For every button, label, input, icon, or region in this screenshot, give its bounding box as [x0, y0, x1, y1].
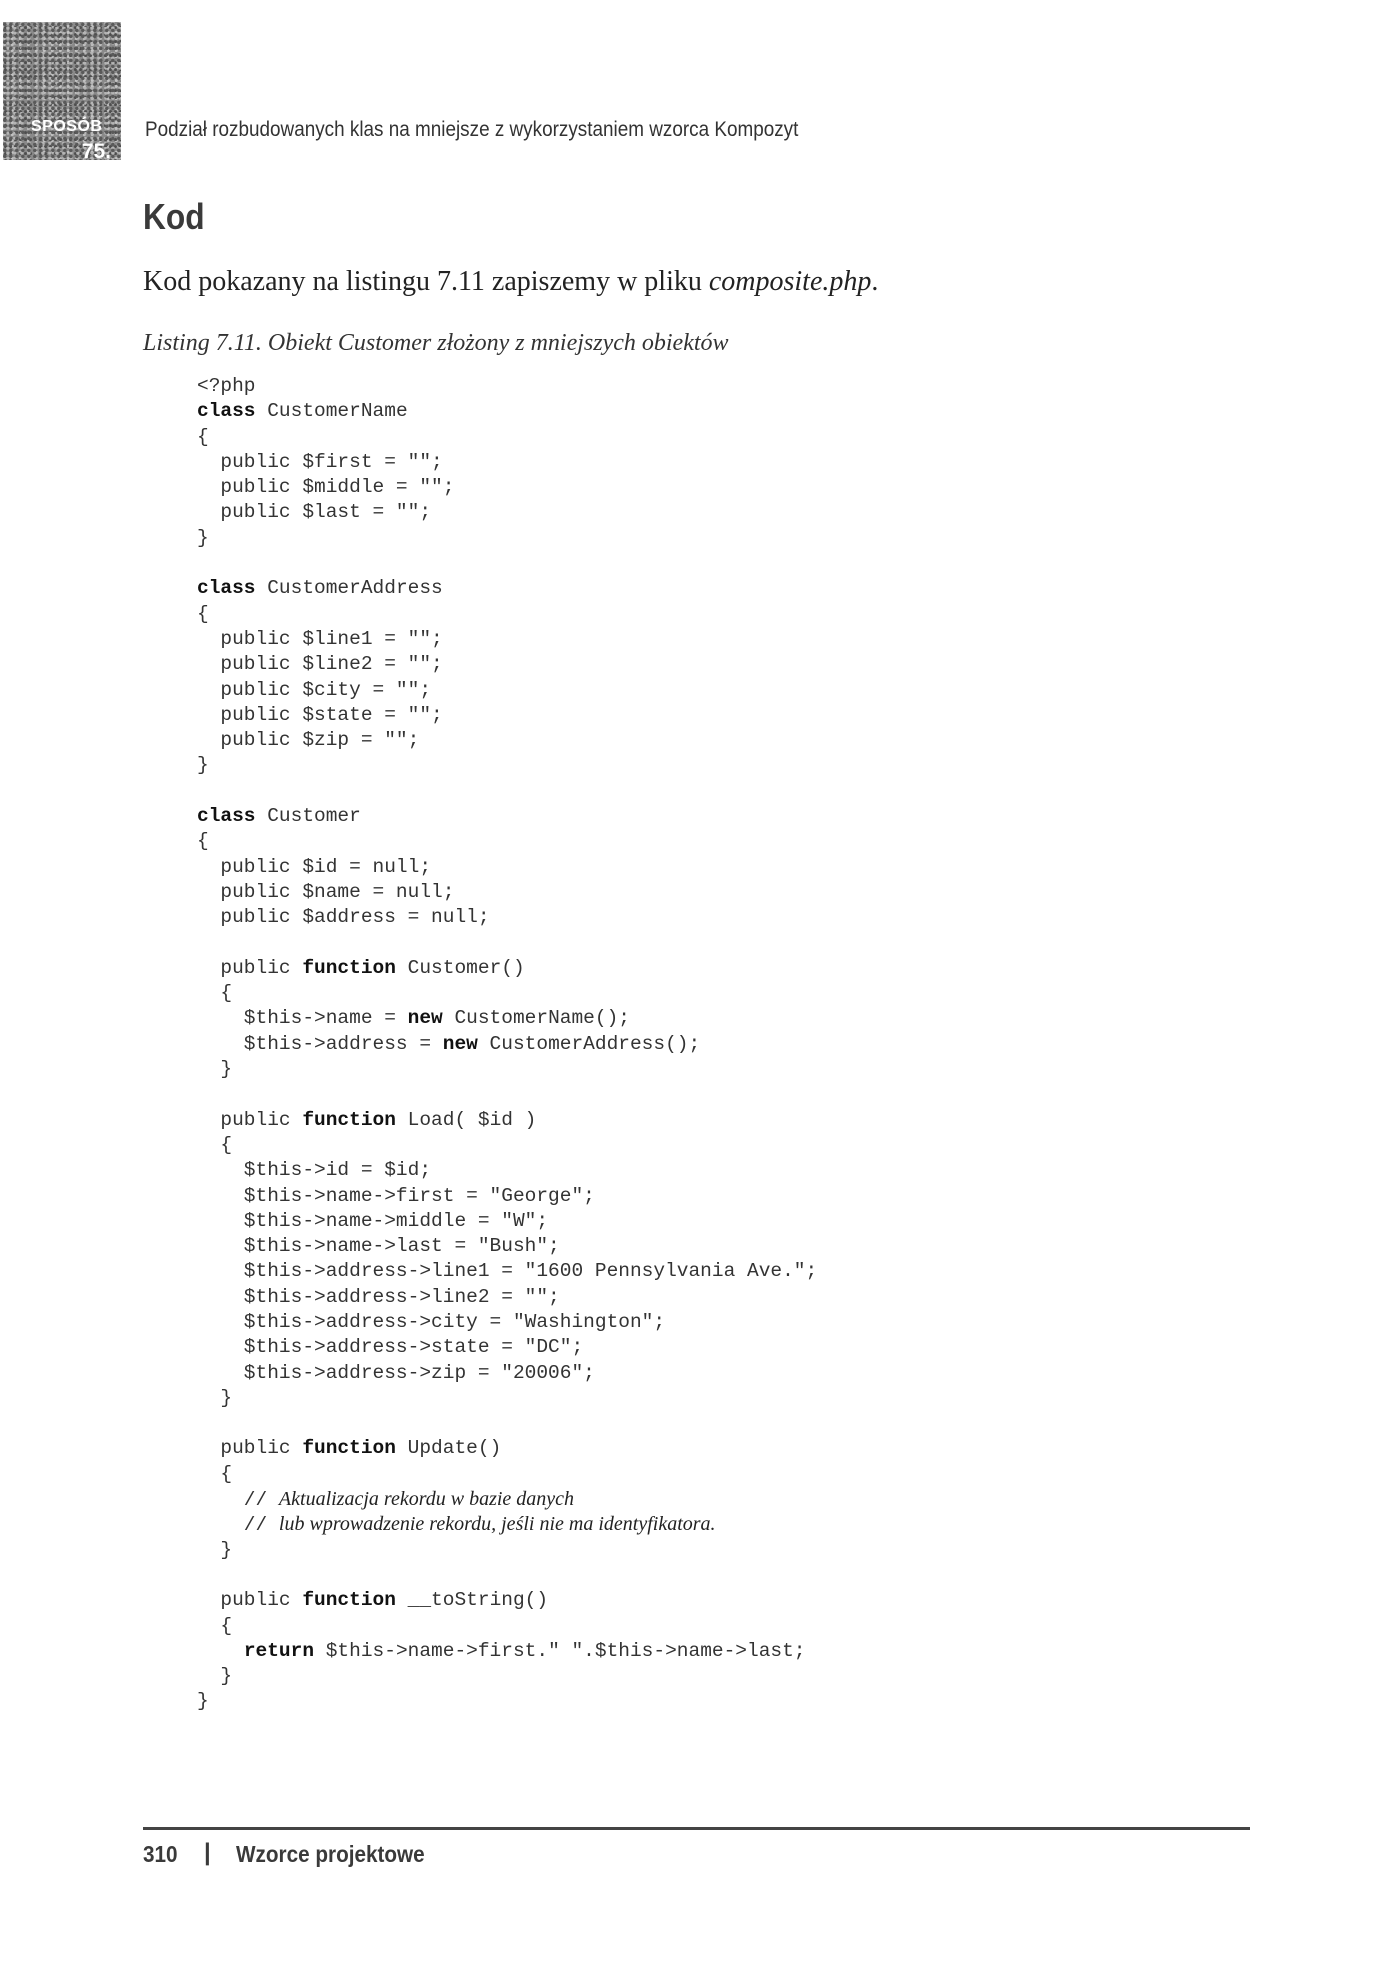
code-line	[197, 652, 817, 677]
book-title: Wzorce projektowe	[236, 1841, 425, 1867]
code-line	[197, 1512, 817, 1537]
code-text: {	[197, 602, 209, 625]
code-line	[197, 1361, 817, 1386]
running-title: Podział rozbudowanych klas na mniejsze z wykorzystaniem wzorca Kompozyt	[145, 118, 799, 141]
code-text: public	[197, 1437, 303, 1460]
code-text: <?php	[197, 375, 256, 397]
code-text: }	[197, 1665, 233, 1688]
code-line	[197, 1335, 817, 1360]
code-line	[197, 399, 817, 424]
code-text: CustomerName	[255, 400, 408, 423]
code-text: }	[197, 1690, 209, 1713]
code-keyword: class	[197, 577, 256, 600]
code-line	[197, 1639, 817, 1664]
code-line	[197, 1411, 817, 1436]
code-line	[197, 576, 817, 601]
code-keyword: new	[407, 1007, 443, 1030]
badge-number: 75.	[81, 140, 111, 163]
code-comment: Aktualizacja rekordu w bazie danych	[278, 1488, 575, 1511]
intro-text: Kod pokazany na listingu 7.11 zapiszemy w pliku	[143, 266, 709, 297]
code-text: $this->address->zip = "20006";	[197, 1361, 595, 1384]
code-text: $this->name =	[197, 1007, 408, 1030]
listing-caption: Listing 7.11. Obiekt Customer złożony z mniejszych obiektów	[143, 330, 729, 356]
code-line	[197, 1386, 817, 1411]
code-line	[197, 1133, 817, 1158]
code-line	[197, 829, 817, 854]
code-keyword: function	[302, 1108, 396, 1131]
code-keyword: function	[302, 1437, 396, 1460]
code-line	[197, 1588, 817, 1613]
code-text: {	[197, 982, 233, 1005]
page-number: 310	[143, 1841, 178, 1867]
code-line	[197, 1082, 817, 1107]
code-line	[197, 425, 817, 450]
code-line	[197, 374, 817, 399]
code-line	[197, 1310, 817, 1335]
code-text: }	[197, 1538, 233, 1561]
code-text: $this->address->line1 = "1600 Pennsylvania Ave.";	[197, 1260, 818, 1283]
code-keyword: function	[302, 956, 396, 979]
code-text: public	[197, 956, 303, 979]
code-text: public $zip = "";	[197, 729, 420, 752]
code-line	[197, 678, 817, 703]
code-text: {	[197, 830, 209, 853]
code-text: $this->name->last = "Bush";	[197, 1235, 560, 1258]
code-text: public $city = "";	[197, 678, 432, 701]
code-text: $this->name->first = "George";	[197, 1184, 595, 1207]
code-text: //	[197, 1489, 279, 1512]
code-line	[197, 855, 817, 880]
code-text: __toString()	[395, 1589, 549, 1612]
code-text: public $last = "";	[197, 501, 432, 524]
code-keyword: class	[197, 805, 256, 828]
code-text: Customer	[255, 805, 361, 828]
code-line	[197, 703, 817, 728]
code-text: public $line1 = "";	[197, 627, 443, 650]
intro-end: .	[871, 266, 879, 297]
code-line	[197, 1158, 817, 1183]
code-text: public $state = "";	[197, 703, 443, 726]
code-text: }	[197, 754, 209, 777]
code-line	[197, 1614, 817, 1639]
code-line	[197, 779, 817, 804]
code-text: CustomerAddress();	[477, 1032, 701, 1055]
code-text: {	[197, 1462, 233, 1485]
section-heading: Kod	[143, 196, 205, 237]
footer-rule	[143, 1827, 1250, 1830]
chapter-badge	[3, 22, 121, 163]
code-listing	[197, 374, 817, 1715]
code-line	[197, 1006, 817, 1031]
code-text: $this->address =	[197, 1032, 443, 1055]
code-line	[197, 728, 817, 753]
code-line	[197, 475, 817, 500]
code-line	[197, 526, 817, 551]
code-text: Update()	[395, 1437, 502, 1460]
code-text: $this->address->city = "Washington";	[197, 1310, 666, 1333]
code-line	[197, 804, 817, 829]
code-line	[197, 1285, 817, 1310]
code-line	[197, 1057, 817, 1082]
intro-paragraph	[143, 266, 878, 298]
code-line	[197, 551, 817, 576]
code-text: $this->name->middle = "W";	[197, 1209, 549, 1232]
code-keyword: function	[302, 1589, 396, 1612]
footer-separator: |	[204, 1839, 211, 1866]
code-text: public $address = null;	[197, 906, 490, 929]
code-line	[197, 1462, 817, 1487]
code-text: $this->address->state = "DC";	[197, 1336, 584, 1359]
code-text: {	[197, 425, 209, 448]
code-line	[197, 500, 817, 525]
code-line	[197, 1108, 817, 1133]
code-line	[197, 956, 817, 981]
code-text: CustomerAddress	[255, 577, 443, 600]
code-keyword: new	[442, 1032, 478, 1055]
code-line	[197, 1209, 817, 1234]
code-line	[197, 753, 817, 778]
code-text: $this->name->first." ".$this->name->last;	[314, 1639, 806, 1662]
code-line	[197, 627, 817, 652]
code-keyword: return	[243, 1639, 315, 1662]
code-text: public $id = null;	[197, 855, 432, 878]
code-text: }	[197, 1058, 233, 1081]
code-text: //	[197, 1514, 279, 1537]
code-line	[197, 1563, 817, 1588]
code-line	[197, 880, 817, 905]
code-line	[197, 1664, 817, 1689]
code-text: public $line2 = "";	[197, 653, 443, 676]
code-text: $this->address->line2 = "";	[197, 1285, 560, 1308]
badge-label: SPOSÓB	[31, 118, 103, 135]
code-text: public	[197, 1108, 303, 1131]
code-text: }	[197, 526, 209, 549]
intro-filename: composite.php	[708, 266, 872, 297]
code-text: CustomerName();	[442, 1007, 630, 1030]
code-line	[197, 1487, 817, 1512]
code-text: }	[197, 1386, 233, 1409]
code-text	[197, 1640, 244, 1662]
code-text: public $first = "";	[197, 450, 443, 473]
code-text: Load( $id )	[395, 1108, 537, 1131]
code-text: $this->id = $id;	[197, 1159, 432, 1182]
code-comment: lub wprowadzenie rekordu, jeśli nie ma identyfikatora.	[278, 1513, 716, 1536]
code-line	[197, 450, 817, 475]
code-text: public $name = null;	[197, 880, 455, 903]
code-line	[197, 1259, 817, 1284]
code-text: public	[197, 1589, 303, 1612]
code-line	[197, 602, 817, 627]
code-text: {	[197, 1614, 233, 1637]
code-line	[197, 981, 817, 1006]
code-line	[197, 1436, 817, 1461]
code-line	[197, 1234, 817, 1259]
code-text: public $middle = "";	[197, 476, 455, 499]
code-line	[197, 931, 817, 956]
code-keyword: class	[197, 400, 256, 423]
code-text: Customer()	[395, 956, 525, 979]
code-line	[197, 905, 817, 930]
code-line	[197, 1184, 817, 1209]
code-line	[197, 1032, 817, 1057]
code-line	[197, 1538, 817, 1563]
code-line	[197, 1689, 817, 1714]
code-text: {	[197, 1133, 233, 1156]
